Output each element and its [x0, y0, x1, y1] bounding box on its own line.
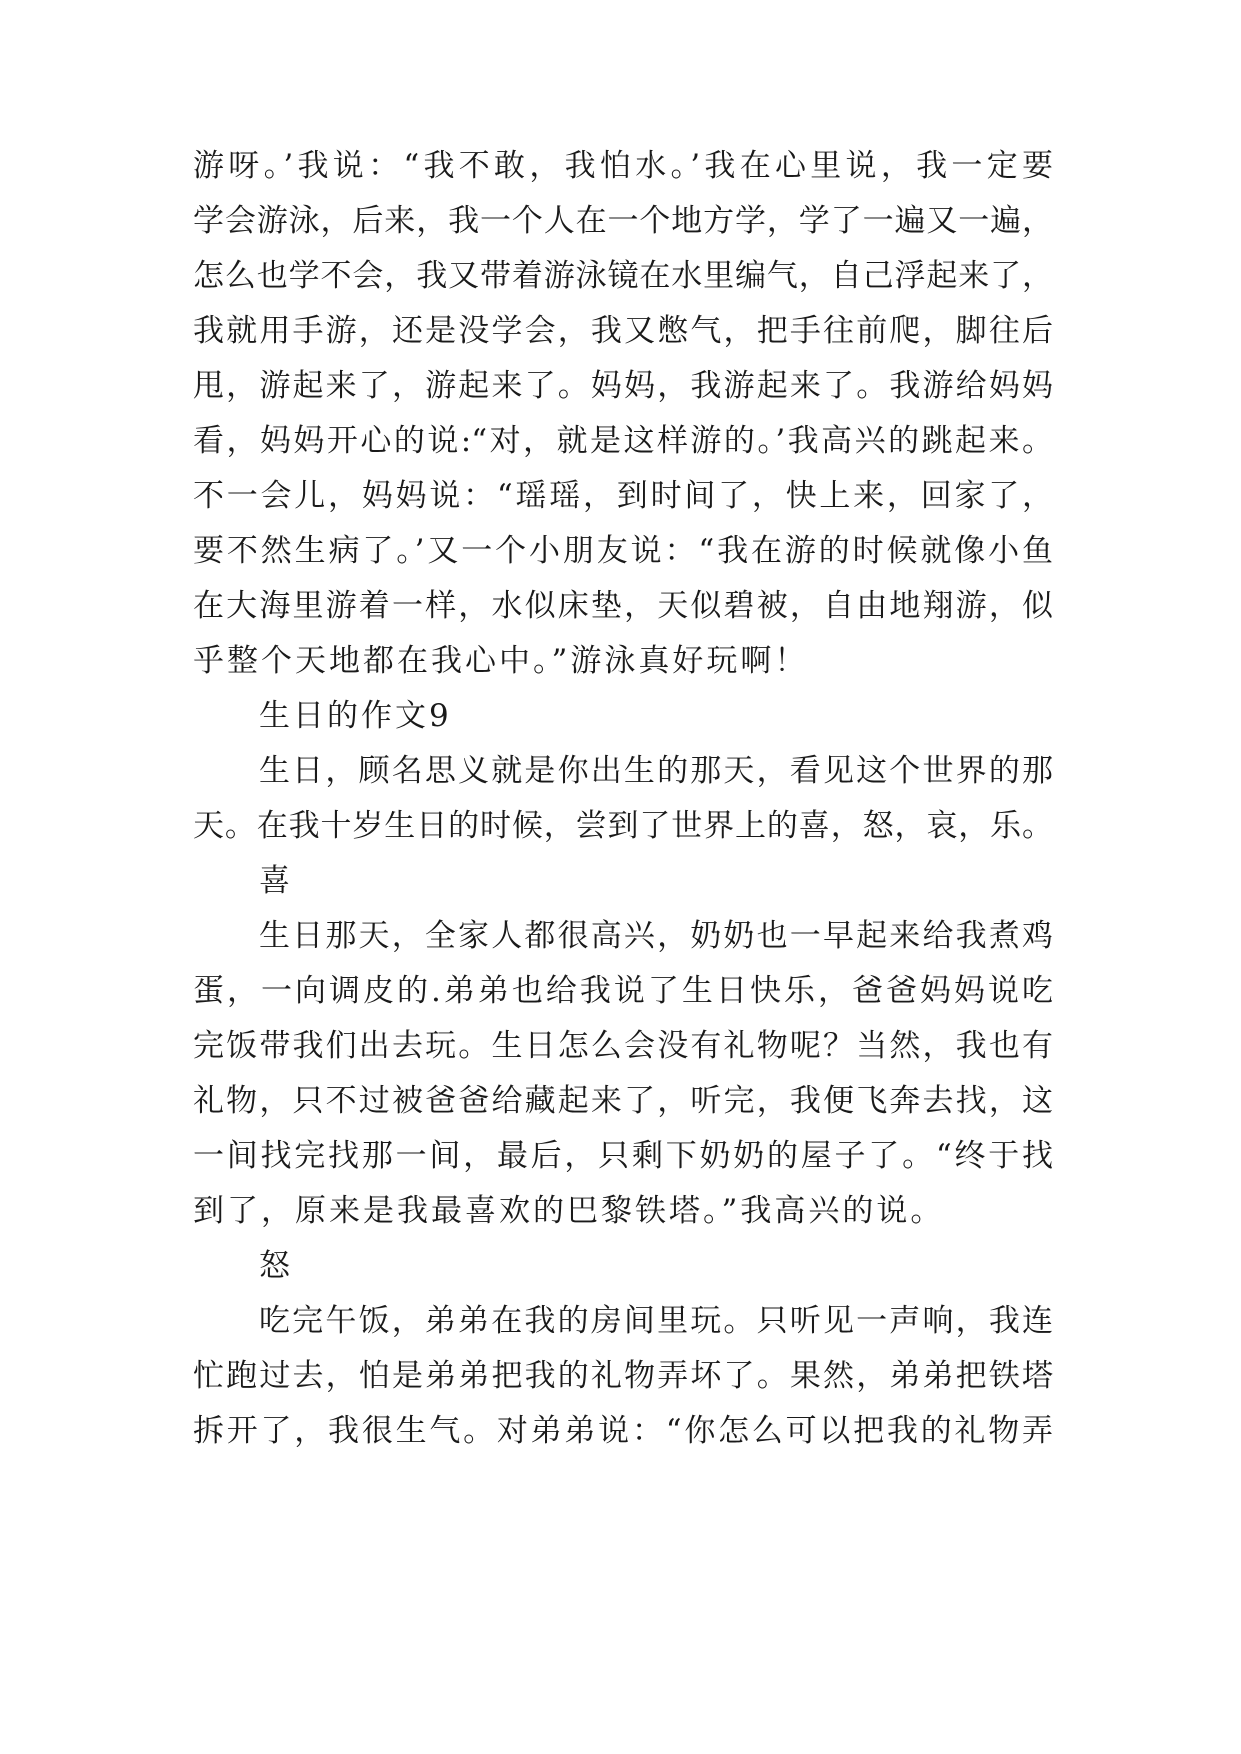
text-line: 蛋，一向调皮的.弟弟也给我说了生日快乐，爸爸妈妈说吃 [193, 973, 1053, 1009]
text-line: 甩，游起来了，游起来了。妈妈，我游起来了。我游给妈妈 [193, 368, 1053, 404]
subsection-heading: 怒 [259, 1248, 293, 1284]
text-line: 我就用手游，还是没学会，我又憋气，把手往前爬，脚往后 [193, 313, 1053, 349]
text-line: 礼物，只不过被爸爸给藏起来了，听完，我便飞奔去找，这 [193, 1083, 1053, 1119]
text-line: 完饭带我们出去玩。生日怎么会没有礼物呢？当然，我也有 [193, 1028, 1053, 1064]
subsection-heading: 喜 [259, 863, 293, 899]
text-line: 忙跑过去，怕是弟弟把我的礼物弄坏了。果然，弟弟把铁塔 [193, 1358, 1053, 1394]
text-line: 看，妈妈开心的说:“对，就是这样游的。’我高兴的跳起来。 [193, 423, 1053, 459]
text-line: 生日，顾名思义就是你出生的那天，看见这个世界的那 [259, 753, 1053, 789]
text-line: 要不然生病了。’又一个小朋友说：“我在游的时候就像小鱼 [193, 533, 1053, 569]
text-line: 在大海里游着一样，水似床垫，天似碧被，自由地翔游，似 [193, 588, 1053, 624]
text-line: 一间找完找那一间，最后，只剩下奶奶的屋子了。“终于找 [193, 1138, 1053, 1174]
text-line: 生日那天，全家人都很高兴，奶奶也一早起来给我煮鸡 [259, 918, 1053, 954]
text-line: 到了，原来是我最喜欢的巴黎铁塔。”我高兴的说。 [193, 1193, 945, 1229]
text-line: 怎么也学不会，我又带着游泳镜在水里编气，自己浮起来了， [193, 258, 1053, 294]
section-heading: 生日的作文9 [259, 698, 452, 734]
text-line: 吃完午饭，弟弟在我的房间里玩。只听见一声响，我连 [259, 1303, 1053, 1339]
text-line: 游呀。’我说：“我不敢，我怕水。’我在心里说，我一定要 [193, 148, 1053, 184]
text-line: 拆开了，我很生气。对弟弟说：“你怎么可以把我的礼物弄 [193, 1413, 1053, 1449]
text-line: 学会游泳，后来，我一个人在一个地方学，学了一遍又一遍， [193, 203, 1053, 239]
text-line: 乎整个天地都在我心中。”游泳真好玩啊！ [193, 643, 809, 679]
text-line: 天。在我十岁生日的时候，尝到了世界上的喜，怒，哀，乐。 [193, 808, 1053, 844]
text-line: 不一会儿，妈妈说：“瑶瑶，到时间了，快上来，回家了， [193, 478, 1053, 514]
